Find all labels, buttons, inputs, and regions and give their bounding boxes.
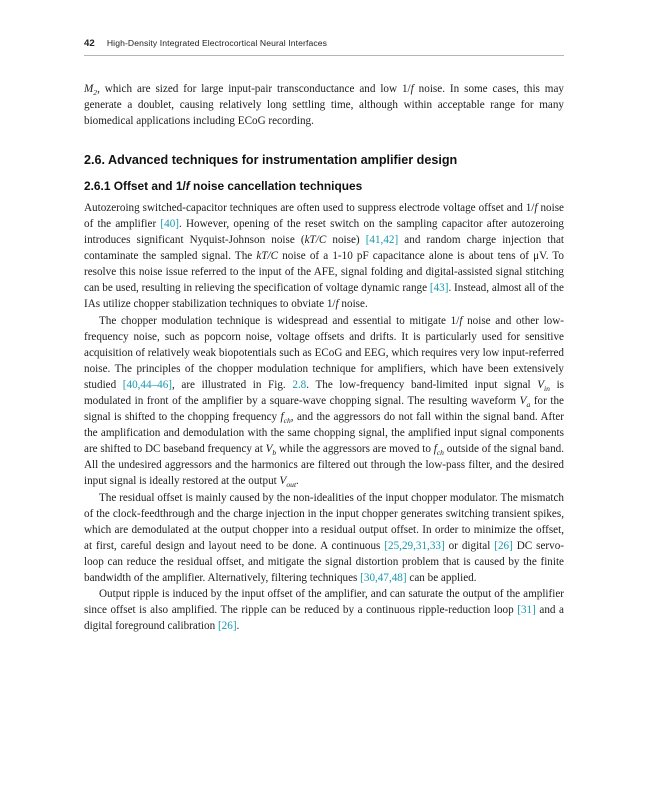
page-header (84, 38, 564, 56)
math-variable: V (537, 378, 545, 391)
math-variable: f (410, 83, 414, 95)
paragraph: Autozeroing switched-capacitor techniques are often used to suppress electrode voltage offset and 1/f noise of the amplifier [40]. However, opening of the reset switch on the sampling capacitor after autozeroing introduces significant Nyquist-Johnson noise (kT/C noise) [41,42] and random charge injection that contaminate the sampled signal. The kT/C noise of a 1-10 pF capacitance alone is about tens of μV. To resolve this noise issue referred to the input of the AFE, signal folding and digital-assisted signal stitching can be used, resulting in relieving the specification of voltage dynamic range [43]. Instead, almost all of the IAs utilize chopper stabilization techniques to obviate 1/f noise. (84, 201, 565, 311)
citation-link[interactable]: 2.8 (292, 378, 307, 391)
math-variable: M (84, 83, 94, 95)
citation-link[interactable]: [26] (494, 539, 513, 552)
math-variable: V (265, 443, 273, 456)
math-subscript: ch (436, 448, 444, 458)
content-blocks (84, 81, 564, 634)
citation-link[interactable]: [41,42] (365, 234, 399, 247)
math-variable: V (279, 475, 287, 488)
math-subscript: a (526, 400, 531, 410)
citation-link[interactable]: [31] (517, 604, 536, 617)
math-variable: kT/C (304, 234, 327, 247)
citation-link[interactable]: [25,29,31,33] (384, 539, 445, 552)
math-variable: f (534, 201, 538, 214)
math-variable: f (459, 314, 463, 327)
math-variable: f (280, 411, 284, 424)
math-subscript: in (544, 384, 550, 394)
paragraph: The chopper modulation technique is widespread and essential to mitigate 1/f noise and other low-frequency noise, such as popcorn noise, voltage offsets and drifts. It is particularly used for sensitive acquisition of relatively weak biopotentials such as ECoG and EEG, which requires very low input-referred noise. The principles of the chopper modulation technique for amplifiers, which have been extensively studied [40,44–46], are illustrated in Fig. 2.8. The low-frequency band-limited input signal $V_{in}$ is modulated in front of the amplifier by a square-wave chopping signal. The resulting waveform $V_a$ for the signal is shifted to the chopping frequency $f_{ch}$, and the aggressors do not fall within the signal band. After the amplification and demodulation with the same chopping signal, the amplified input signal components are shifted to DC baseband frequency at $V_b$ while the aggressors are moved to $f_{ch}$ outside of the signal band. All the undesired aggressors and the harmonics are filtered out through the low-pass filter, and the desired input signal is ideally restored at the output $V_{out}$. (84, 314, 565, 490)
math-subscript: b (272, 448, 277, 458)
citation-link[interactable]: [30,47,48] (360, 572, 407, 585)
page-number: 42 (84, 38, 95, 49)
math-variable: f (185, 179, 190, 194)
citation-link[interactable]: [43] (429, 282, 449, 295)
math-variable: V (519, 395, 527, 408)
paragraph: $M_2$, which are sized for large input-pair transconductance and low 1/f noise. In some cases, this may generate a doublet, causing relatively long settling time, although within acceptable range for many biomedical applications including ECoG recording. (84, 83, 564, 128)
citation-link[interactable]: [40] (160, 217, 179, 230)
math-variable: f (433, 443, 437, 456)
math-subscript: ch (283, 416, 291, 426)
math-subscript: 2 (93, 88, 98, 98)
math-subscript: out (286, 480, 297, 490)
paragraph: Output ripple is induced by the input offset of the amplifier, and can saturate the output of the amplifier since offset is also amplified. The ripple can be reduced by a continuous ripple-reduction loop [31] and a digital foreground calibration [26]. (84, 588, 564, 633)
section-heading: 2.6. Advanced techniques for instrumentation amplifier design (84, 153, 458, 168)
math-variable: kT/C (256, 250, 279, 263)
citation-link[interactable]: [26] (217, 620, 237, 633)
math-variable: f (335, 298, 339, 311)
running-header-title: High-Density Integrated Electrocortical Neural Interfaces (106, 38, 328, 48)
citation-link[interactable]: [40,44–46] (122, 378, 172, 391)
subsection-heading: 2.6.1 Offset and 1/f noise cancellation techniques (84, 179, 363, 194)
paragraph: The residual offset is mainly caused by the non-idealities of the input chopper modulator. The mismatch of the clock-feedthrough and the charge injection in the input chopper generates switching transient spikes, which are demodulated at the output chopper into a residual output offset. In order to minimize the offset, at first, careful design and layout need to be done. A continuous [25,29,31,33] or digital [26] DC servo-loop can reduce the residual offset, and mitigate the signal distortion problem that is caused by the finite bandwidth of the amplifier. Alternatively, filtering techniques [30,47,48] can be applied. (84, 491, 564, 585)
